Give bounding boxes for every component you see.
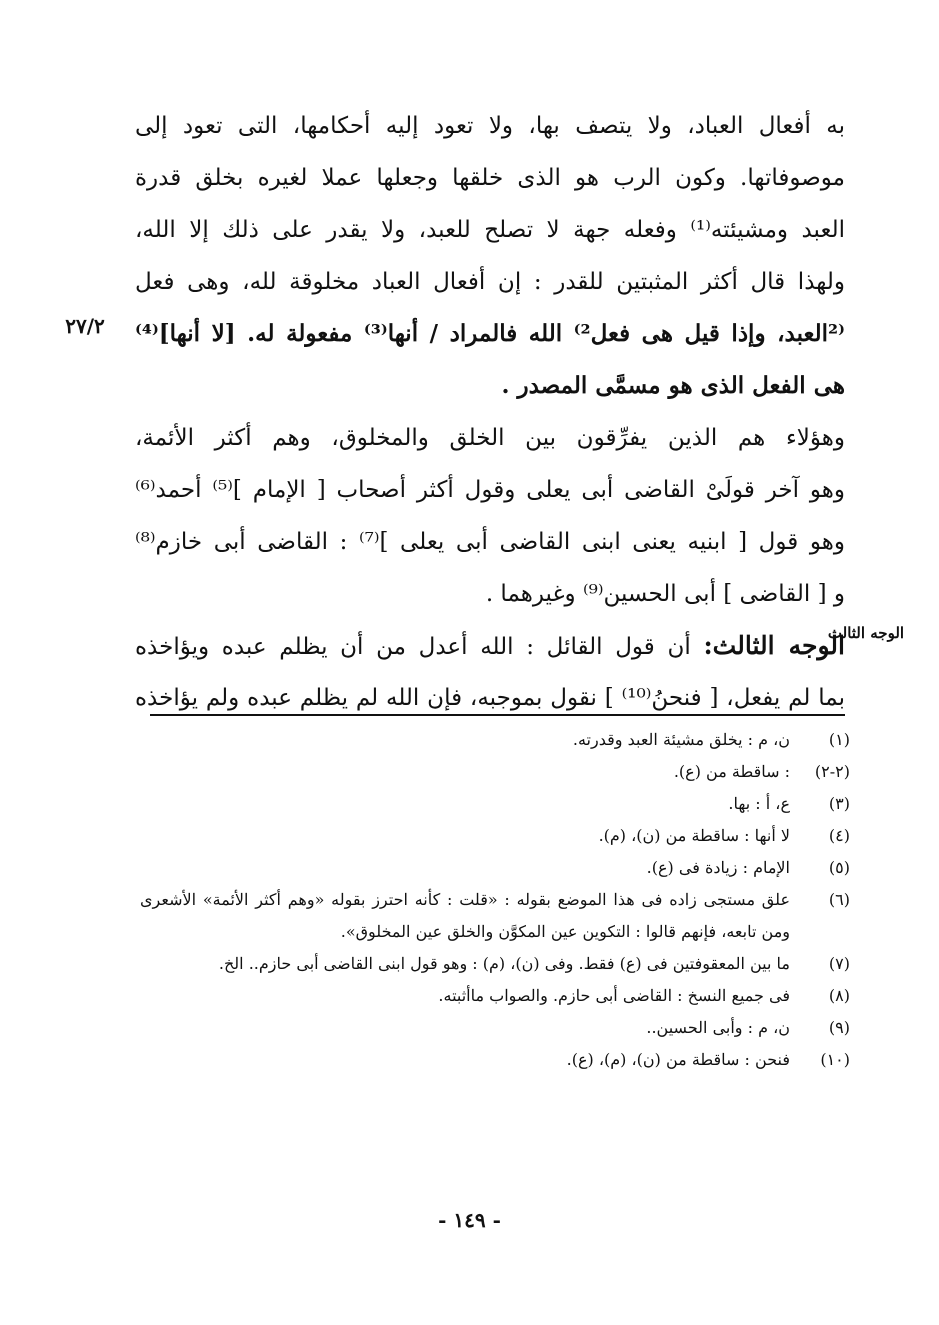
text-line: بما لم يفعل، [ فنحنُ⁽¹⁰⁾ ] نقول بموجبه، فإن الله لم يظلم عبده ولم يؤاخذه — [135, 685, 845, 711]
main-text — [135, 100, 845, 724]
footnote-text: ع، أ : بها. — [728, 794, 790, 813]
footnote — [140, 884, 850, 948]
footnote — [140, 756, 850, 788]
footnote — [140, 948, 850, 980]
footnote — [140, 980, 850, 1012]
footnote — [140, 1044, 850, 1076]
footnote — [140, 820, 850, 852]
margin-section-label: الوجه الثالث — [827, 624, 905, 642]
footnote — [140, 724, 850, 756]
footnote — [140, 1012, 850, 1044]
text-line: هى الفعل الذى هو مسمَّى المصدر . — [501, 372, 845, 399]
footnote-number: (٣) — [828, 794, 850, 813]
footnote-text: فى جميع النسخ : القاضى أبى حازم. والصواب ماأثبته. — [438, 986, 790, 1005]
footnote-text: فنحن : ساقطة من (ن)، (م)، (ع). — [566, 1050, 790, 1069]
text-line: ⁽²العبد، وإذا قيل هى فعل²⁾ الله فالمراد / أنها⁽³⁾ مفعولة له. [لا أنها]⁽⁴⁾ — [135, 320, 845, 347]
text-line: وهؤلاء هم الذين يفرِّقون بين الخلق والمخلوق، وهم أكثر الأئمة، — [135, 425, 845, 451]
footnote-number: (٩) — [828, 1018, 850, 1037]
footnote — [140, 788, 850, 820]
footnote-separator — [150, 714, 845, 716]
footnote-text: ن، م : يخلق مشيئة العبد وقدرته. — [572, 730, 790, 749]
text-line: وهو آخر قولَىْ القاضى أبى يعلى وقول أكثر أصحاب [ الإمام ]⁽⁵⁾ أحمد⁽⁶⁾ — [135, 477, 845, 503]
text-line: و [ القاضى ] أبى الحسين⁽⁹⁾ وغيرهما . — [485, 581, 845, 607]
footnote-number: (٧) — [828, 954, 850, 973]
footnote-number: (٨) — [828, 986, 850, 1005]
footnote-text: لا أنها : ساقطة من (ن)، (م). — [598, 826, 790, 845]
footnote-number: (٢-٢) — [814, 762, 850, 781]
text-line: ولهذا قال أكثر المثبتين للقدر : إن أفعال العباد مخلوقة لله، وهى فعل — [135, 269, 845, 295]
footnote-text: الإمام : زيادة فى (ع). — [646, 858, 790, 877]
footnote-text: ن، م : وأبى الحسين.. — [646, 1018, 790, 1037]
footnotes — [140, 724, 850, 1076]
footnote-number: (١٠) — [820, 1050, 850, 1069]
footnote-text: علق مستجى زاده فى هذا الموضع بقوله : «قلت : كأنه احترز بقوله «وهم أكثر الأئمة» الأشعرى ومن تابعه، فإنهم قالوا : التكوين عين المكوَّن والخلق عين المخلوق». — [140, 890, 790, 941]
footnote — [140, 852, 850, 884]
footnote-number: (١) — [828, 730, 850, 749]
footnote-text: : ساقطة من (ع). — [673, 762, 790, 781]
text-line: العبد ومشيئته⁽¹⁾ وفعله جهة لا تصلح للعبد، ولا يقدر على ذلك إلا الله، — [135, 217, 845, 243]
section-heading-line — [135, 620, 845, 672]
footnote-number: (٤) — [828, 826, 850, 845]
text-line: وهو قول [ ابنيه يعنى ابنى القاضى أبى يعلى ]⁽⁷⁾ : القاضى أبى خازم⁽⁸⁾ — [135, 529, 845, 555]
footnote-text: ما بين المعقوفتين فى (ع) فقط. وفى (ن)، (م) : وهو قول ابنى القاضى أبى حازم.. الخ. — [218, 954, 790, 973]
folio-marker: ٢٧/٢ — [65, 314, 105, 338]
section-heading: الوجه الثالث: — [703, 631, 845, 660]
text-line: به أفعال العباد، ولا يتصف بها، ولا تعود إليه أحكامها، التى تعود إلى — [135, 113, 845, 139]
footnote-number: (٥) — [828, 858, 850, 877]
section-heading-text: أن قول القائل : الله أعدل من أن يظلم عبده ويؤاخذه — [135, 634, 691, 660]
text-line: موصوفاتها. وكون الرب هو الذى خلقها وجعلها عملا لغيره بخلق قدرة — [135, 165, 845, 191]
footnote-number: (٦) — [828, 890, 850, 909]
page-number: - ١٤٩ - — [438, 1208, 501, 1232]
